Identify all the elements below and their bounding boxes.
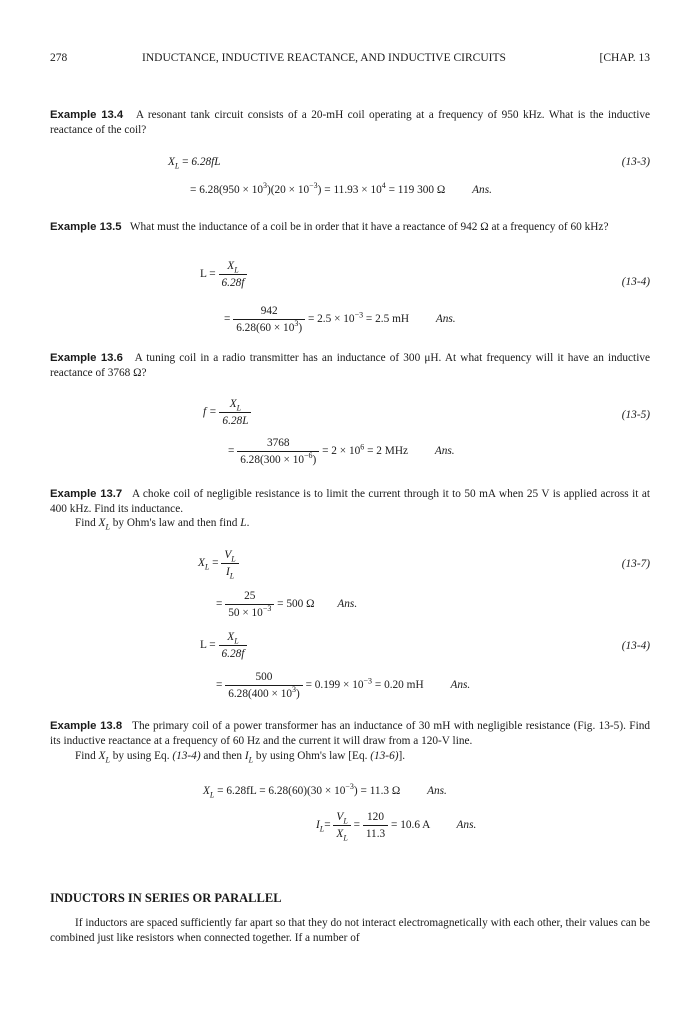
example-13-8-statement (50, 719, 650, 749)
running-title: INDUCTANCE, INDUCTIVE REACTANCE, AND INDUCTIVE CIRCUITS (142, 52, 506, 64)
example-text: What must the inductance of a coil be in order that it have a reactance of 942 Ω at a frequency of 60 kHz? (129, 221, 609, 233)
fraction: $\frac{120}{11.3}$ (363, 811, 388, 840)
equation-reference: (13-4) (621, 276, 650, 288)
equation-reference: (13-4) (621, 640, 650, 652)
fraction: $\frac{942}{6.28(60 \times 10^3)}$ (233, 305, 305, 334)
equation-inductance-result: = $\frac{500}{6.28(400 \times 10^3)}$ = $0.199 \times 10^{-3} = 0.20$ mH Ans. (216, 671, 471, 700)
equation-frequency-result: = $\frac{3768}{6.28(300 \times 10^{-6})}$ = $2 \times 10^6 = 2$ MHz Ans. (228, 437, 455, 466)
equation-xl-result: = $6.28(950 \times 10^3)(20 \times 10^{-3}) = 11.93 \times 10^4 = 119$ 300 Ω Ans. (190, 181, 492, 196)
fraction: $\frac{25}{50 \times 10^{-3}}$ (225, 590, 274, 619)
equation-current-calc: $I_L=$ $\frac{V_L}{X_L}$ = $\frac{120}{11.3}$ = 10.6 A Ans. (316, 811, 477, 843)
example-13-8-instruction: Find $X_L$ by using Eq. (13-4) and then $I_L$ by using Ohm's law [Eq. (13-6)]. (75, 750, 406, 765)
example-label: Example 13.5 (50, 221, 122, 233)
example-text: A resonant tank circuit consists of a 20-mH coil operating at a frequency of 950 kHz. What is the inductive reactance of the coil? (50, 109, 650, 136)
equation-inductance-result: = $\frac{942}{6.28(60 \times 10^3)}$ = $2.5 \times 10^{-3} = 2.5$ mH Ans. (224, 305, 456, 334)
equation-reference: (13-7) (621, 558, 650, 570)
equation-rhs: 6.28fL (191, 156, 221, 168)
example-13-4-statement (50, 108, 650, 138)
example-13-7-statement (50, 487, 650, 517)
example-label: Example 13.4 (50, 109, 124, 121)
example-label: Example 13.8 (50, 720, 123, 732)
example-label: Example 13.6 (50, 352, 123, 364)
fraction: $\frac{V_L}{I_L}$ (221, 549, 238, 578)
equation-xl-formula: $X_L = 6.28fL$ (168, 156, 221, 171)
equation-inductance-formula: L = $\frac{X_L}{6.28f}$ (200, 260, 247, 289)
answer-label: Ans. (450, 679, 471, 692)
example-13-5-statement (50, 220, 650, 235)
fraction: $\frac{V_L}{X_L}$ (333, 811, 350, 840)
equation-ohms-law-formula: $X_L$ = $\frac{V_L}{I_L}$ (198, 549, 239, 578)
equation-inductance-formula: L = $\frac{X_L}{6.28f}$ (200, 631, 247, 660)
answer-label: Ans. (435, 313, 456, 326)
fraction: $\frac{X_L}{6.28L}$ (219, 398, 251, 427)
fraction: $\frac{500}{6.28(400 \times 10^3)}$ (225, 671, 303, 700)
example-text: A tuning coil in a radio transmitter has an inductance of 300 μH. At what frequency will it have an inductive reactance of 3768 Ω? (50, 352, 650, 379)
fraction: $\frac{X_L}{6.28f}$ (219, 631, 248, 660)
fraction: $\frac{X_L}{6.28f}$ (219, 260, 248, 289)
example-text: A choke coil of negligible resistance is to limit the current through it to 50 mA when 25 V is applied across it at 400 kHz. Find its inductance. (50, 488, 650, 515)
equation-reactance-result: = $\frac{25}{50 \times 10^{-3}}$ = 500 Ω Ans. (216, 590, 358, 619)
answer-label: Ans. (427, 785, 447, 797)
answer-label: Ans. (456, 819, 477, 832)
section-body-text: If inductors are spaced sufficiently far apart so that they do not interact electromagnetically with each other, their values can be combined just like resistors when connected together. If a number of (50, 917, 650, 944)
equation-reference: (13-5) (621, 409, 650, 421)
answer-label: Ans. (434, 445, 455, 458)
equation-reference: (13-3) (621, 156, 650, 168)
equation-frequency-formula: f = $\frac{X_L}{6.28L}$ (203, 398, 251, 427)
answer-label: Ans. (337, 598, 358, 611)
example-label: Example 13.7 (50, 488, 123, 500)
equation-xl-calc: $X_L = 6.28fL = 6.28(60)(30 \times 10^{-3}) = 11.3$ Ω Ans. (203, 782, 447, 800)
example-13-6-statement (50, 351, 650, 381)
chapter-label: [CHAP. 13 (599, 52, 650, 64)
section-heading: INDUCTORS IN SERIES OR PARALLEL (50, 891, 282, 905)
example-text: The primary coil of a power transformer has an inductance of 30 mH with negligible resistance (Fig. 13-5). Find its inductive reactance at a frequency of 60 Hz and the current it will draw from a 120-V line. (50, 720, 651, 747)
fraction: $\frac{3768}{6.28(300 \times 10^{-6})}$ (237, 437, 319, 466)
answer-label: Ans. (472, 184, 492, 196)
page-number: 278 (50, 52, 68, 64)
example-13-7-instruction: Find $X_L$ by Ohm's law and then find L. (75, 517, 250, 532)
